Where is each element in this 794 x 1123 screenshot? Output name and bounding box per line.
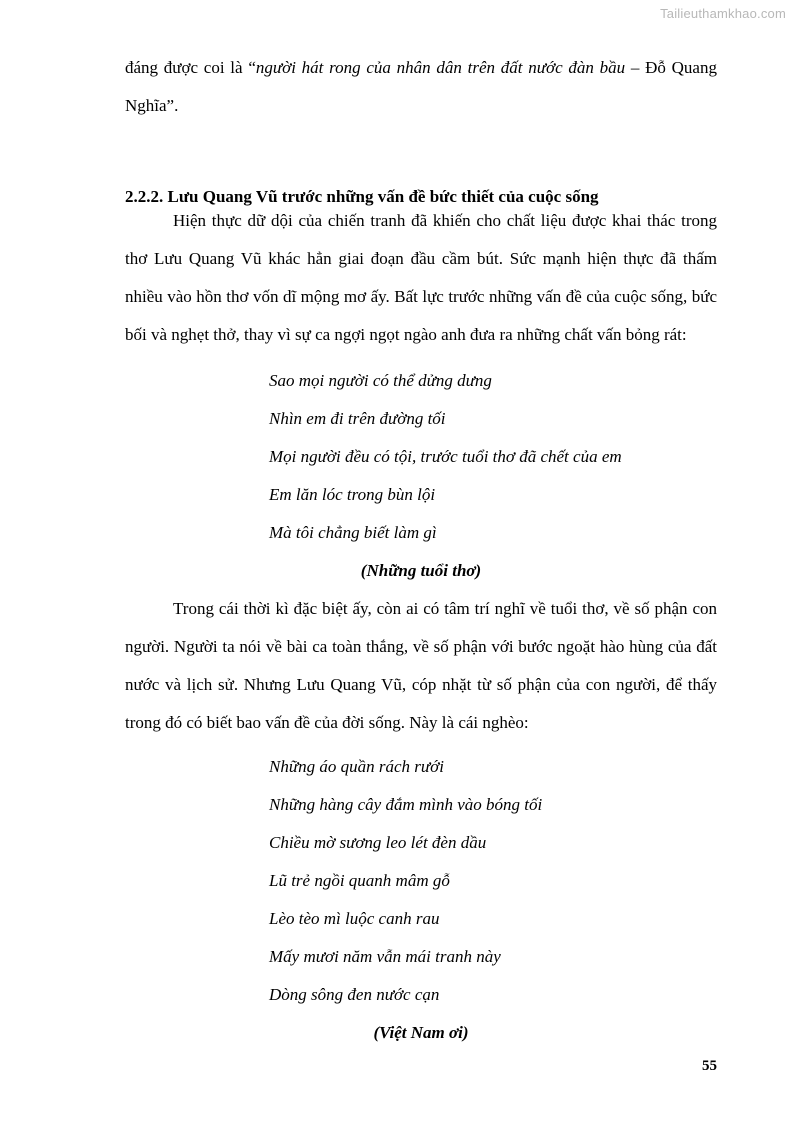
poem-line: Những áo quần rách rưới xyxy=(269,757,444,776)
poem-line: Nhìn em đi trên đường tối xyxy=(269,409,446,428)
lead-prefix: đáng được coi là “ xyxy=(125,58,256,77)
watermark: Tailieuthamkhao.com xyxy=(660,6,786,21)
poem-line: Chiều mờ sương leo lét đèn dầu xyxy=(269,833,487,852)
page-number: 55 xyxy=(702,1058,717,1074)
paragraph-2: Trong cái thời kì đặc biệt ấy, còn ai có tâm trí nghĩ về tuổi thơ, về số phận con người. Người ta nói về bài ca toàn thắng, về số phận với bước ngoặt hào hùng của đất nước và lịch sử. Nhưng Lưu Quang Vũ, cóp nhặt từ số phận của con người, để thấy trong đó có biết bao vấn đề của đời sống. Này là cái nghèo: xyxy=(125,599,717,732)
paragraph-1: Hiện thực dữ dội của chiến tranh đã khiến cho chất liệu được khai thác trong thơ Lưu Quang Vũ khác hẳn giai đoạn đầu cầm bút. Sức mạnh hiện thực đã thấm nhiều vào hồn thơ vốn dĩ mộng mơ ấy. Bất lực trước những vấn đề của cuộc sống, bức bối và nghẹt thở, thay vì sự ca ngợi ngọt ngào anh đưa ra những chất vấn bỏng rát: xyxy=(125,211,717,344)
poem-line: Sao mọi người có thể dửng dưng xyxy=(269,371,492,390)
poem-line: Mấy mươi năm vẫn mái tranh này xyxy=(269,947,501,966)
poem-line: Mà tôi chẳng biết làm gì xyxy=(269,523,437,542)
section-heading: 2.2.2. Lưu Quang Vũ trước những vấn đề bức thiết của cuộc sống xyxy=(125,187,599,207)
poem-2-source: (Việt Nam ơi) xyxy=(373,1023,469,1042)
poem-1 xyxy=(269,362,622,552)
lead-quote: người hát rong của nhân dân trên đất nước đàn bầu xyxy=(255,58,626,77)
poem-2 xyxy=(269,748,542,1014)
poem-line: Mọi người đều có tội, trước tuổi thơ đã chết của em xyxy=(269,447,622,466)
poem-line: Em lăn lóc trong bùn lội xyxy=(269,485,436,504)
poem-1-source: (Những tuổi thơ) xyxy=(360,561,482,580)
poem-line: Những hàng cây đắm mình vào bóng tối xyxy=(269,795,543,814)
lead-paragraph xyxy=(125,49,717,125)
poem-line: Dòng sông đen nước cạn xyxy=(269,985,440,1004)
poem-line: Lũ trẻ ngồi quanh mâm gỗ xyxy=(269,871,450,890)
poem-line: Lèo tèo mì luộc canh rau xyxy=(269,909,440,928)
lead-suffix: – Đỗ Quang Nghĩa”. xyxy=(125,58,717,115)
